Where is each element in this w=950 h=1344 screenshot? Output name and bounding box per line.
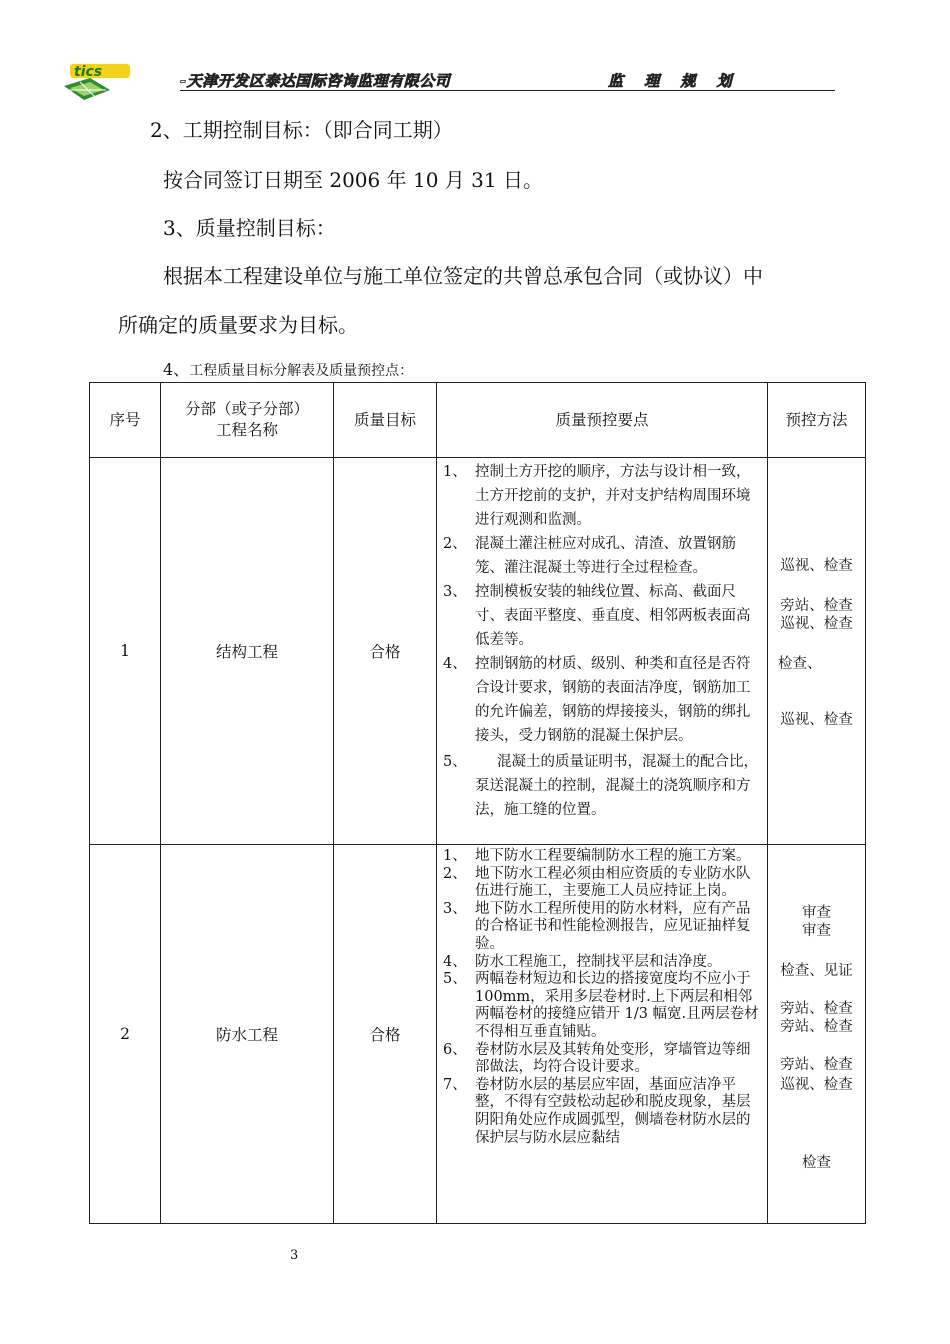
table-row: [90, 458, 866, 845]
control-points-list: [437, 848, 767, 1147]
method-item: 旁站、检查: [780, 1019, 853, 1035]
method-item: 审查: [802, 923, 831, 939]
control-points-list: [437, 460, 767, 822]
schedule-goal-text: 按合同签订日期至 2006 年 10 月 31 日。: [163, 168, 543, 192]
col-header-no: 序号: [90, 383, 161, 458]
control-methods: [768, 845, 865, 1223]
row-name: 防水工程: [161, 845, 334, 1224]
method-item: 巡视、检查: [780, 712, 853, 728]
row-target: 合格: [334, 845, 437, 1224]
page-header: [60, 58, 835, 98]
list-item: 5、 混凝土的质量证明书，混凝土的配合比，泵送混凝土的控制，混凝土的浇筑顺序和方法，施工缝的位置。: [443, 754, 758, 818]
list-item: 3、 控制模板安装的轴线位置、标高、截面尺寸、表面平整度、垂直度、相邻两板表面高低差等。: [443, 584, 751, 648]
list-item: 2、 混凝土灌注桩应对成孔、清渣、放置钢筋笼、灌注混凝土等进行全过程检查。: [443, 536, 736, 576]
header-divider: [180, 90, 835, 91]
document-type: 监 理 规 划: [608, 72, 740, 90]
svg-text:tics: tics: [74, 64, 103, 80]
list-item: 1、 控制土方开挖的顺序，方法与设计相一致，土方开挖前的支护，并对支护结构周围环境进行观测和监测。: [443, 464, 751, 528]
row-no: 1: [90, 458, 161, 845]
method-item: 审查: [802, 905, 831, 921]
col-header-name-line2: 工程名称: [215, 421, 278, 439]
method-item: 检查、见证: [780, 963, 853, 979]
method-item: 检查、: [778, 656, 822, 672]
col-header-target: 质量目标: [334, 383, 437, 458]
page-number: 3: [290, 1248, 299, 1263]
list-item: 4、 控制钢筋的材质、级别、种类和直径是否符合设计要求，钢筋的表面洁净度，钢筋加工的允许偏差，钢筋的焊接接头，钢筋的绑扎接头，受力钢筋的混凝土保护层。: [443, 656, 751, 744]
method-item: 巡视、检查: [780, 616, 853, 632]
row-name: 结构工程: [161, 458, 334, 845]
list-item: 6、 卷材防水层及其转角处变形，穿墙管边等细部做法，均符合设计要求。: [443, 1041, 751, 1076]
col-header-method: 预控方法: [768, 383, 866, 458]
method-item: 检查: [802, 1155, 831, 1171]
method-item: 旁站、检查: [780, 1001, 853, 1017]
row-no: 2: [90, 845, 161, 1224]
col-header-points: 质量预控要点: [437, 383, 768, 458]
method-item: 巡视、检查: [780, 1077, 853, 1093]
list-item: 3、 地下防水工程所使用的防水材料，应有产品的合格证书和性能检测报告，应见证抽样复验。: [443, 900, 751, 952]
company-name: -天津开发区泰达国际咨询监理有限公司: [180, 72, 451, 90]
method-item: 巡视、检查: [780, 558, 853, 574]
col-header-name: [161, 383, 334, 458]
control-methods: [768, 458, 865, 844]
list-item: 7、 卷材防水层的基层应牢固，基面应洁净平整，不得有空鼓松动起砂和脱皮现象，基层阴阳角处应作成圆弧型，侧墙卷材防水层的保护层与防水层应黏结: [443, 1076, 751, 1146]
company-logo-icon: [60, 60, 132, 104]
list-item: 4、 防水工程施工，控制找平层和洁净度。: [443, 953, 722, 970]
method-item: 旁站、检查: [780, 598, 853, 614]
quality-target-table: [89, 382, 866, 1224]
schedule-goal-heading: 2、工期控制目标：（即合同工期）: [150, 118, 453, 142]
table-intro-number: 4、: [163, 360, 190, 379]
list-item: 1、 地下防水工程要编制防水工程的施工方案。: [443, 848, 751, 864]
table-row: [90, 845, 866, 1224]
quality-goal-heading: 3、质量控制目标：: [163, 216, 336, 240]
table-intro-text: 工程质量目标分解表及质量预控点：: [189, 363, 414, 379]
quality-goal-text-2: 所确定的质量要求为目标。: [118, 313, 358, 337]
list-item: 2、 地下防水工程必须由相应资质的专业防水队伍进行施工，主要施工人员应持证上岗。: [443, 865, 751, 900]
method-item: 旁站、检查: [780, 1057, 853, 1073]
table-header-row: [90, 383, 866, 458]
list-item: 5、 两幅卷材短边和长边的搭接宽度均不应小于 100mm，采用多层卷材时.上下两层和相邻两幅卷材的接缝应错开 1/3 幅宽.且两层卷材不得相互垂直铺贴。: [443, 971, 759, 1040]
col-header-name-line1: 分部（或子分部）: [184, 400, 309, 418]
row-target: 合格: [334, 458, 437, 845]
quality-goal-text-1: 根据本工程建设单位与施工单位签定的共曾总承包合同（或协议）中: [163, 264, 763, 288]
